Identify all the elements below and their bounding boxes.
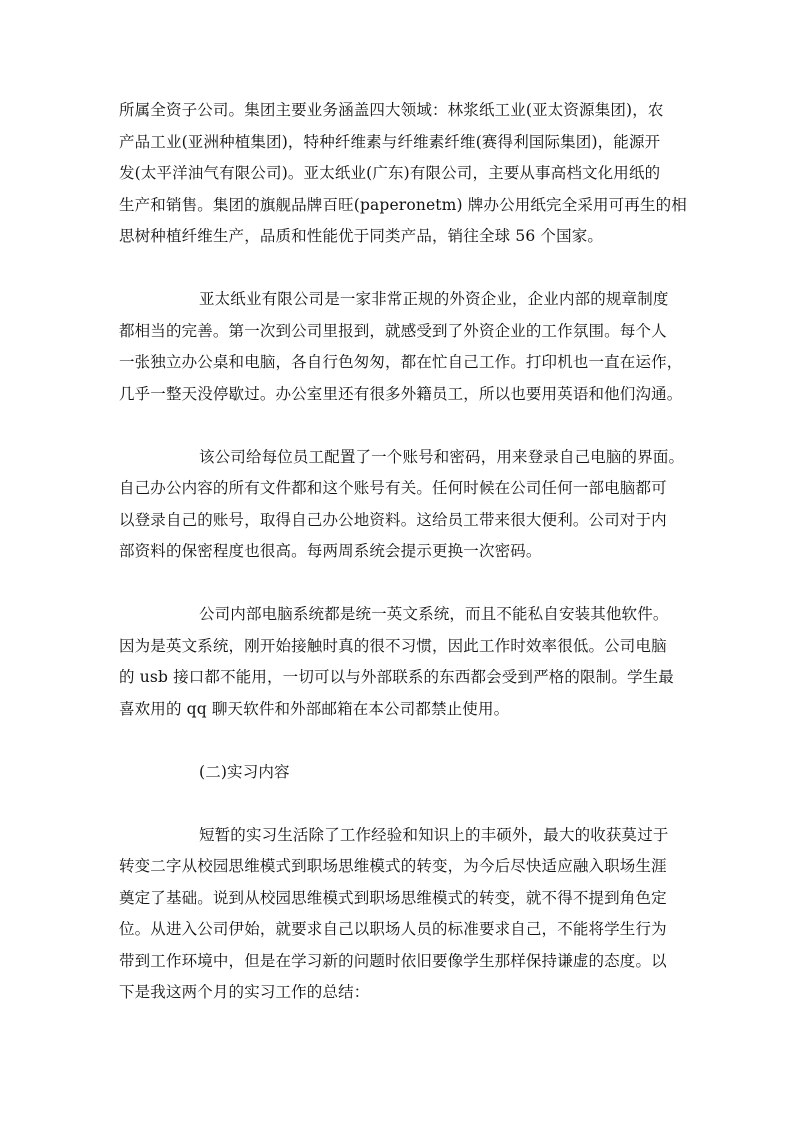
text-line: 下是我这两个月的实习工作的总结： (119, 983, 370, 1001)
text-line: 产品工业(亚洲种植集团)，特种纤维素与纤维素纤维(赛得利国际集团)，能源开 (119, 132, 661, 151)
text-line: 都相当的完善。第一次到公司里报到，就感受到了外资企业的工作氛围。每个人 (119, 321, 667, 340)
paragraph-computer-system (119, 599, 685, 725)
text-line: 奠定了基础。说到从校园思维模式到职场思维模式的转变，就不得不提到角色定 (119, 888, 667, 907)
paragraph-internship-summary (119, 820, 685, 1009)
text-line: 所属全资子公司。集团主要业务涵盖四大领域：林浆纸工业(亚太资源集团)，农 (119, 101, 664, 119)
text-line: 生产和销售。集团的旗舰品牌百旺(paperonetm) 牌办公用纸完全采用可再生的相 (119, 195, 687, 214)
paragraph-company-regulations (119, 284, 685, 410)
text-line: 带到工作环境中，但是在学习新的问题时依旧要像学生那样保持谦虚的态度。以 (119, 951, 667, 970)
paragraph-account-password (119, 442, 685, 568)
text-line: 短暂的实习生活除了工作经验和知识上的丰硕外，最大的收获莫过于 (199, 825, 669, 844)
text-line: 发(太平洋油气有限公司)。亚太纸业(广东)有限公司，主要从事高档文化用纸的 (119, 164, 661, 182)
text-line: 几乎一整天没停歇过。办公室里还有很多外籍员工，所以也要用英语和他们沟通。 (119, 384, 683, 403)
text-line: 该公司给每位员工配置了一个账号和密码，用来登录自己电脑的界面。 (199, 447, 685, 466)
section-heading: (二)实习内容 (199, 762, 290, 781)
text-line: 的 usb 接口都不能用，一切可以与外部联系的东西都会受到严格的限制。学生最 (119, 668, 674, 686)
text-line: 部资料的保密程度也很高。每两周系统会提示更换一次密码。 (119, 542, 542, 560)
text-line: 位。从进入公司伊始，就要求自己以职场人员的标准要求自己，不能将学生行为 (119, 920, 667, 938)
text-line: 因为是英文系统，刚开始接触时真的很不习惯，因此工作时效率很低。公司电脑 (119, 636, 667, 655)
paragraph-company-intro (119, 95, 685, 253)
section-heading-internship-content (119, 757, 685, 789)
text-line: 转变二字从校园思维模式到职场思维模式的转变，为今后尽快适应融入职场生涯 (119, 857, 667, 875)
text-line: 公司内部电脑系统都是统一英文系统，而且不能私自安装其他软件。 (199, 605, 669, 623)
text-line: 自己办公内容的所有文件都和这个账号有关。任何时候在公司任何一部电脑都可 (119, 479, 667, 497)
text-line: 亚太纸业有限公司是一家非常正规的外资企业，企业内部的规章制度 (199, 290, 669, 308)
text-line: 以登录自己的账号，取得自己办公地资料。这给员工带来很大便利。公司对于内 (119, 510, 667, 529)
document-body (119, 95, 685, 1040)
text-line: 思树种植纤维生产，品质和性能优于同类产品，销往全球 56 个国家。 (119, 227, 604, 245)
text-line: 一张独立办公桌和电脑，各自行色匆匆，都在忙自己工作。打印机也一直在运作， (119, 353, 683, 371)
text-line: 喜欢用的 qq 聊天软件和外部邮箱在本公司都禁止使用。 (119, 699, 510, 718)
